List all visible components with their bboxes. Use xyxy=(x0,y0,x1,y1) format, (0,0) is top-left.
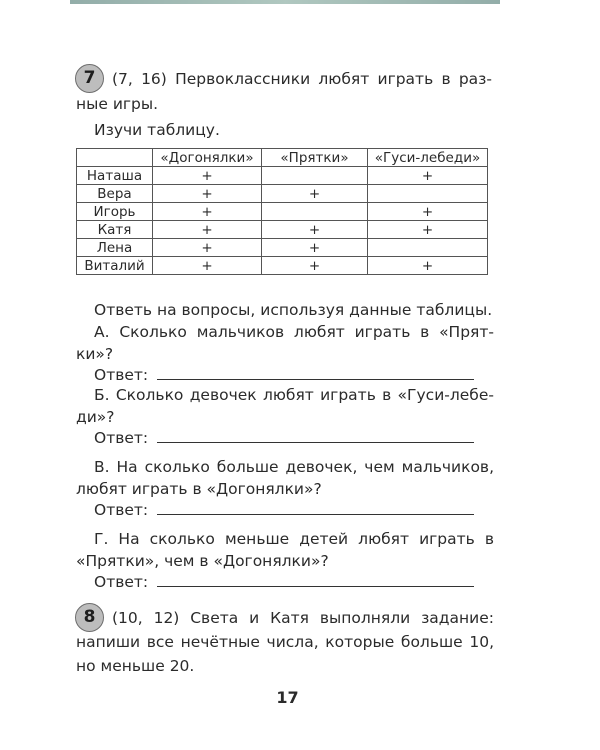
task-7-instruction: Изучи таблицу. xyxy=(94,121,220,139)
task-8-text-line-1: (10, 12) Света и Катя выполняли задание: xyxy=(112,609,494,627)
table-cell xyxy=(262,203,368,221)
table-cell: + xyxy=(368,203,488,221)
question-v-line-1: В. На сколько больше девочек, чем мальчиков, xyxy=(94,458,494,476)
table-cell: + xyxy=(153,257,262,275)
question-a-line-2: ки»? xyxy=(76,345,114,363)
table-cell: + xyxy=(153,239,262,257)
answer-line-g[interactable] xyxy=(157,586,474,587)
task-8-number-badge: 8 xyxy=(75,603,104,632)
table-cell xyxy=(262,167,368,185)
page-number: 17 xyxy=(276,688,299,707)
table-row xyxy=(77,203,488,221)
answer-line-b[interactable] xyxy=(157,442,474,443)
table-cell: + xyxy=(368,167,488,185)
table-cell xyxy=(368,239,488,257)
table-header-cell: «Гуси-лебеди» xyxy=(368,149,488,167)
top-decorative-band xyxy=(70,0,500,4)
table-cell-name: Виталий xyxy=(77,257,153,275)
question-g-line-2: «Прятки», чем в «Догонялки»? xyxy=(76,552,329,570)
table-cell: + xyxy=(262,239,368,257)
task-8-text-line-3: но меньше 20. xyxy=(76,657,195,675)
table-row xyxy=(77,221,488,239)
question-g-line-1: Г. На сколько меньше детей любят играть в xyxy=(94,530,494,548)
table-row xyxy=(77,239,488,257)
table-cell: + xyxy=(262,221,368,239)
answer-label-b: Ответ: xyxy=(94,429,149,447)
answer-label-a: Ответ: xyxy=(94,366,149,384)
question-b-line-1: Б. Сколько девочек любят играть в «Гуси-лебе- xyxy=(94,386,494,404)
table-cell: + xyxy=(153,185,262,203)
table-row xyxy=(77,167,488,185)
task-7-text-line-1: (7, 16) Первоклассники любят играть в раз- xyxy=(112,70,492,88)
table-cell: + xyxy=(153,221,262,239)
games-table xyxy=(76,148,488,275)
table-cell: + xyxy=(262,185,368,203)
answer-line-v[interactable] xyxy=(157,514,474,515)
task-8-text-line-2: напиши все нечётные числа, которые больше 10, xyxy=(76,633,494,651)
table-cell-name: Игорь xyxy=(77,203,153,221)
table-cell: + xyxy=(153,167,262,185)
table-cell-name: Лена xyxy=(77,239,153,257)
answer-label-v: Ответ: xyxy=(94,501,149,519)
table-cell: + xyxy=(262,257,368,275)
question-a-line-1: А. Сколько мальчиков любят играть в «Прят- xyxy=(94,323,494,341)
table-cell: + xyxy=(153,203,262,221)
questions-intro: Ответь на вопросы, используя данные таблицы. xyxy=(94,301,493,319)
table-cell xyxy=(368,185,488,203)
question-b-line-2: ди»? xyxy=(76,408,115,426)
table-cell-name: Вера xyxy=(77,185,153,203)
table-header-row xyxy=(77,149,488,167)
task-7-number-badge: 7 xyxy=(75,64,104,93)
table-row xyxy=(77,185,488,203)
task-7-text-line-2: ные игры. xyxy=(76,95,159,113)
answer-label-g: Ответ: xyxy=(94,573,149,591)
question-v-line-2: любят играть в «Догонялки»? xyxy=(76,480,322,498)
table-header-cell: «Догонялки» xyxy=(153,149,262,167)
table-header-cell: «Прятки» xyxy=(262,149,368,167)
table-cell-name: Наташа xyxy=(77,167,153,185)
answer-line-a[interactable] xyxy=(157,379,474,380)
table-cell: + xyxy=(368,221,488,239)
table-row xyxy=(77,257,488,275)
table-header-cell xyxy=(77,149,153,167)
table-cell: + xyxy=(368,257,488,275)
table-cell-name: Катя xyxy=(77,221,153,239)
